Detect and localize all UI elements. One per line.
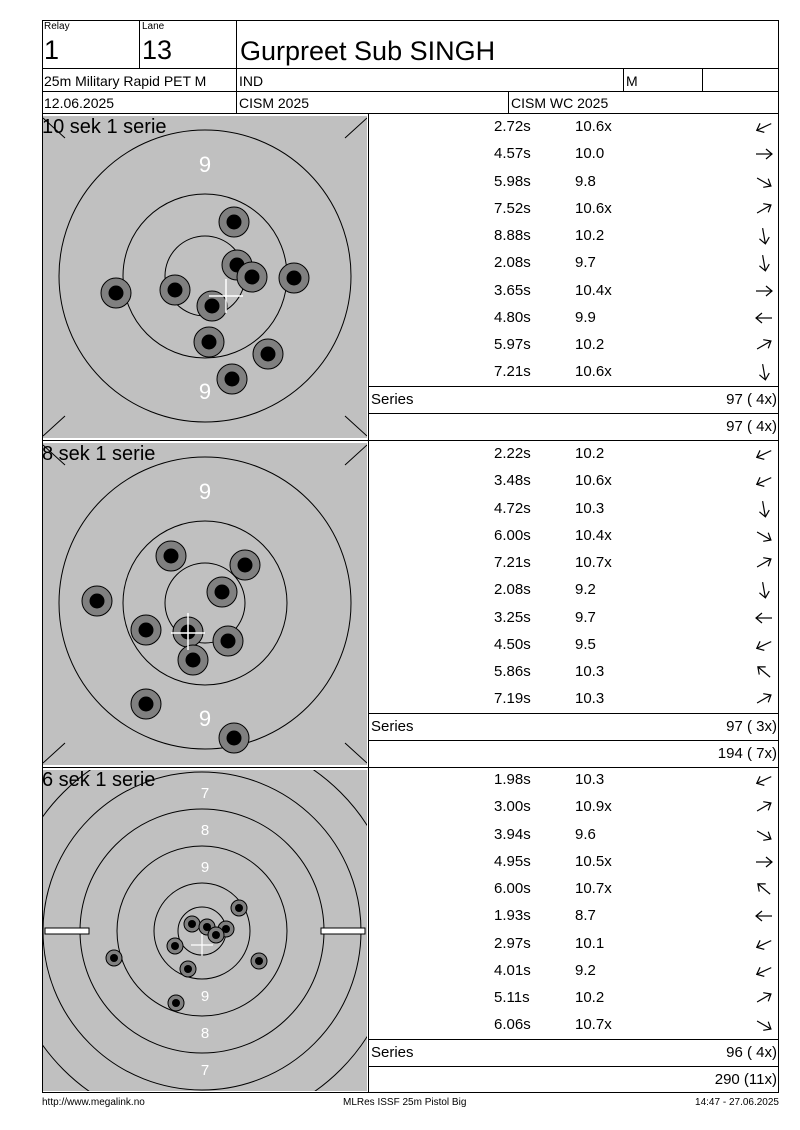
shot-time: 3.48s	[494, 472, 531, 490]
shot-time: 1.98s	[494, 771, 531, 788]
divider	[368, 413, 779, 414]
shot-time: 6.06s	[494, 1016, 531, 1034]
shot-time: 4.01s	[494, 961, 531, 979]
series-label: Series	[371, 1044, 414, 1061]
divider	[42, 767, 779, 768]
divider	[508, 91, 509, 113]
direction-arrow-icon	[753, 933, 775, 955]
divider	[368, 1039, 779, 1040]
shot-time: 5.86s	[494, 663, 531, 680]
footer-timestamp: 14:47 - 27.06.2025	[695, 1097, 779, 1108]
shot-score: 10.6x	[575, 199, 612, 217]
shot-score: 10.4x	[575, 281, 612, 299]
relay-value: 1	[44, 35, 60, 65]
direction-arrow-icon	[753, 198, 775, 220]
shot-time: 2.08s	[494, 581, 531, 599]
shot-time: 8.88s	[494, 227, 531, 244]
lane-label: Lane	[142, 21, 165, 32]
running-total: 290 (11x)	[714, 1071, 777, 1088]
shot-time: 4.80s	[494, 308, 531, 326]
target-series-2	[43, 443, 367, 765]
target-series-3	[43, 770, 367, 1091]
direction-arrow-icon	[753, 960, 775, 982]
direction-arrow-icon	[753, 171, 775, 193]
shot-time: 2.08s	[494, 254, 531, 272]
shot-time: 3.65s	[494, 281, 531, 299]
series-total: 97 ( 3x)	[726, 718, 777, 735]
series-title: 8 sek 1 serie	[42, 443, 156, 465]
direction-arrow-icon	[753, 116, 775, 138]
shot-score: 10.3	[575, 663, 605, 680]
shot-score: 9.7	[575, 608, 596, 626]
shot-time: 5.97s	[494, 336, 531, 353]
shot-score: 10.2	[575, 227, 605, 244]
direction-arrow-icon	[753, 334, 775, 356]
gender: M	[626, 73, 638, 89]
shot-score: 9.2	[575, 581, 596, 599]
shot-score: 9.6	[575, 825, 596, 843]
competition: CISM 2025	[239, 95, 310, 111]
shot-score: 10.7x	[575, 1016, 612, 1034]
direction-arrow-icon	[753, 252, 775, 274]
relay-label: Relay	[44, 21, 70, 32]
shot-time: 4.50s	[494, 635, 531, 653]
shot-score: 10.5x	[575, 852, 612, 870]
divider	[236, 20, 237, 113]
ring-label: 9	[200, 988, 210, 1005]
shot-time: 3.94s	[494, 825, 531, 843]
direction-arrow-icon	[753, 634, 775, 656]
footer-software: MLRes ISSF 25m Pistol Big	[343, 1097, 467, 1108]
direction-arrow-icon	[753, 607, 775, 629]
direction-arrow-icon	[753, 579, 775, 601]
shot-score: 10.7x	[575, 880, 612, 897]
direction-arrow-icon	[753, 552, 775, 574]
direction-arrow-icon	[753, 905, 775, 927]
divider	[42, 440, 779, 441]
direction-arrow-icon	[753, 498, 775, 520]
shot-time: 7.52s	[494, 199, 531, 217]
shot-score: 9.8	[575, 172, 596, 190]
divider	[139, 20, 140, 68]
shot-score: 10.6x	[575, 118, 612, 135]
direction-arrow-icon	[753, 280, 775, 302]
shot-score: 10.2	[575, 445, 605, 462]
divider	[368, 740, 779, 741]
shot-score: 10.3	[575, 771, 605, 788]
event-name: 25m Military Rapid PET M	[44, 73, 207, 89]
shot-time: 4.95s	[494, 852, 531, 870]
divider	[368, 386, 779, 387]
shot-time: 2.72s	[494, 118, 531, 135]
shot-time: 3.25s	[494, 608, 531, 626]
direction-arrow-icon	[753, 661, 775, 683]
nation: IND	[239, 73, 264, 89]
divider	[368, 713, 779, 714]
shot-score: 10.2	[575, 336, 605, 353]
shot-time: 4.57s	[494, 145, 531, 163]
shot-time: 7.21s	[494, 363, 531, 381]
shot-score: 10.3	[575, 690, 605, 708]
ring-label: 7	[200, 1062, 210, 1079]
lane-value: 13	[142, 35, 173, 65]
direction-arrow-icon	[753, 361, 775, 383]
direction-arrow-icon	[753, 796, 775, 818]
direction-arrow-icon	[753, 143, 775, 165]
shot-time: 4.72s	[494, 499, 531, 517]
shot-score: 10.3	[575, 499, 605, 517]
shot-score: 10.0	[575, 145, 605, 163]
direction-arrow-icon	[753, 225, 775, 247]
shot-score: 10.2	[575, 989, 605, 1006]
running-total: 97 ( 4x)	[726, 418, 777, 435]
ring-label: 9	[198, 379, 212, 404]
shot-time: 5.98s	[494, 172, 531, 190]
series-label: Series	[371, 391, 414, 408]
divider	[42, 113, 779, 114]
match-name: CISM WC 2025	[511, 95, 609, 111]
shot-score: 10.1	[575, 934, 605, 952]
divider	[42, 68, 779, 69]
shot-score: 10.4x	[575, 526, 612, 544]
shot-score: 9.5	[575, 635, 596, 653]
divider	[368, 113, 369, 1093]
direction-arrow-icon	[753, 769, 775, 791]
ring-label: 9	[198, 152, 212, 177]
direction-arrow-icon	[753, 1014, 775, 1036]
ring-label: 8	[200, 1025, 210, 1042]
direction-arrow-icon	[753, 824, 775, 846]
series-label: Series	[371, 718, 414, 735]
direction-arrow-icon	[753, 878, 775, 900]
shot-time: 6.00s	[494, 526, 531, 544]
shot-time: 3.00s	[494, 798, 531, 816]
shot-time: 1.93s	[494, 907, 531, 925]
shot-score: 9.9	[575, 308, 596, 326]
shot-score: 8.7	[575, 907, 596, 925]
shot-time: 5.11s	[494, 989, 530, 1006]
shot-score: 10.6x	[575, 472, 612, 490]
direction-arrow-icon	[753, 307, 775, 329]
shooter-name: Gurpreet Sub SINGH	[240, 36, 496, 66]
ring-label: 9	[200, 859, 210, 876]
direction-arrow-icon	[753, 525, 775, 547]
footer-url[interactable]: http://www.megalink.no	[42, 1097, 145, 1108]
ring-label: 9	[198, 479, 212, 504]
target-series-1	[43, 116, 367, 438]
ring-label: 9	[198, 706, 212, 731]
series-title: 6 sek 1 serie	[42, 769, 156, 791]
shot-time: 7.19s	[494, 690, 531, 708]
shot-time: 2.22s	[494, 445, 531, 462]
divider	[42, 91, 779, 92]
series-total: 97 ( 4x)	[726, 391, 777, 408]
direction-arrow-icon	[753, 443, 775, 465]
shot-time: 6.00s	[494, 880, 531, 897]
series-total: 96 ( 4x)	[726, 1044, 777, 1061]
divider	[702, 68, 703, 91]
shot-time: 2.97s	[494, 934, 531, 952]
running-total: 194 ( 7x)	[717, 745, 777, 762]
date: 12.06.2025	[44, 95, 115, 111]
direction-arrow-icon	[753, 851, 775, 873]
series-title: 10 sek 1 serie	[42, 116, 167, 138]
divider	[368, 1066, 779, 1067]
ring-label: 8	[200, 822, 210, 839]
divider	[623, 68, 624, 91]
shot-score: 10.7x	[575, 554, 612, 571]
shot-time: 7.21s	[494, 554, 531, 571]
ring-label: 7	[200, 785, 210, 802]
direction-arrow-icon	[753, 688, 775, 710]
shot-score: 9.7	[575, 254, 596, 272]
shot-score: 9.2	[575, 961, 596, 979]
direction-arrow-icon	[753, 470, 775, 492]
direction-arrow-icon	[753, 987, 775, 1009]
shot-score: 10.9x	[575, 798, 612, 816]
shot-score: 10.6x	[575, 363, 612, 381]
